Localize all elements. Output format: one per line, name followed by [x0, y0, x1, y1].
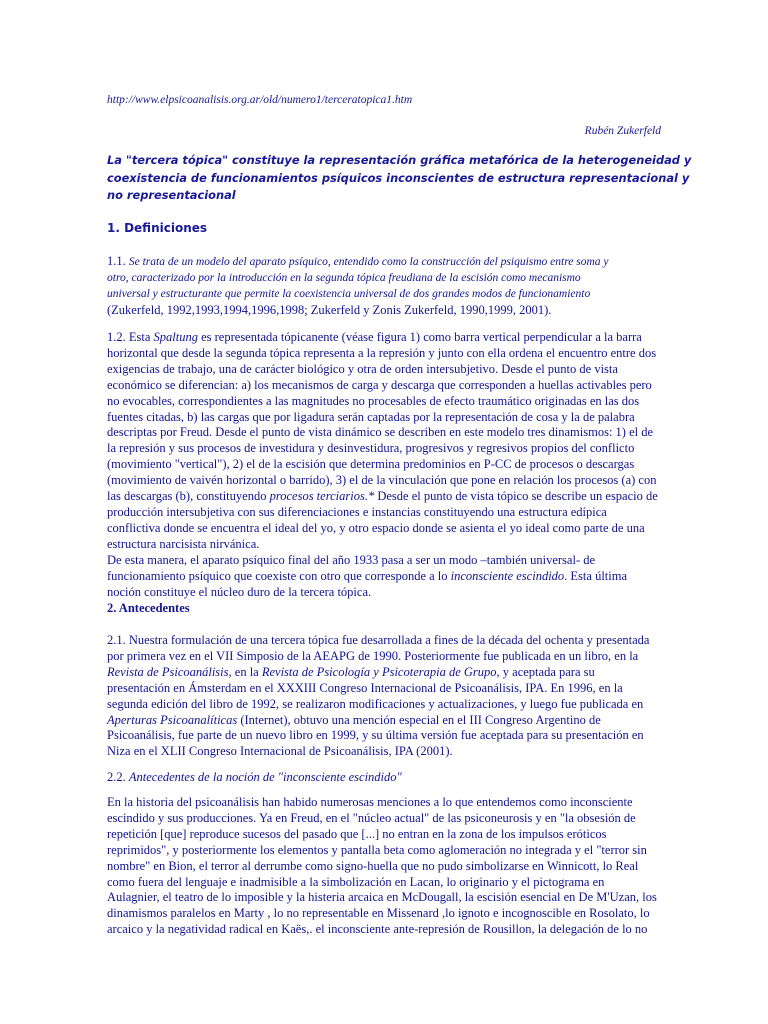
lead-line: coexistencia de funcionamientos psíquicos inconscientes de estructura representacional y — [107, 170, 690, 185]
italic-text: Spaltung — [153, 330, 198, 344]
italic-text: universal y estructurante que permite la coexistencia universal de dos grandes modos de funcionamiento — [107, 287, 591, 300]
text-line: repetición [que] reproduce sucesos del pasado que [...] no entran en la zona de los impulsos eróticos — [107, 826, 607, 841]
text-line: reprimidos", y posteriormente los elementos y pantalla beta como aglomeración no integrada y el "terror sin — [107, 842, 647, 857]
text-line: (movimiento de vaivén horizontal o barrido), 3) el de la vinculación que pone en relación los procesos (a) con — [107, 473, 657, 488]
text-line: noción constituye el núcleo duro de la tercera tópica. — [107, 584, 372, 599]
text-line: De esta manera, el aparato psíquico final del año 1933 pasa a ser un modo –también universal- de — [107, 552, 596, 567]
section-2-heading: 2. Antecedentes — [107, 601, 190, 615]
text-line: conflictiva donde se encuentra el ideal del yo, y otro espacio donde se asienta el yo ideal como parte de una — [107, 520, 645, 535]
text-line: las descargas (b), constituyendo procesos terciarios.* Desde el punto de vista tópico se describe un espacio de — [107, 489, 658, 504]
citation: (Zukerfeld, 1992,1993,1994,1996,1998; Zukerfeld y Zonis Zukerfeld, 1990,1999, 2001). — [107, 302, 552, 317]
subsection-number: 2.2. — [107, 770, 126, 784]
text-line: la represión y sus procesos de investidura y desinvestidura, progresivos y regresivos propios del conflicto — [107, 441, 635, 456]
text-line: Aulagnier, el teatro de lo imposible y la histeria arcaica en McDougall, la escisión esencial en De M'Uzan, los — [107, 890, 657, 905]
text-line: como fuera del lenguaje e inadmisible a la simbolización en Lacan, lo originario y el pictograma en — [107, 874, 605, 889]
paragraph-1-2 — [107, 330, 665, 600]
text-line: estructura narcisista nirvánica. — [107, 536, 260, 551]
text-line: 2.1. Nuestra formulación de una tercera tópica fue desarrollada a fines de la década del ochenta y presentada — [107, 633, 650, 647]
text-line: horizontal que desde la segunda tópica representa a la represión y junto con ella ordena el encuentro entre dos — [107, 345, 657, 360]
italic-text: Aperturas Psicoanalíticas — [107, 712, 238, 727]
italic-text: otro, caracterizado por la introducción en la segunda tópica freudiana de la escisión como mecanismo — [107, 271, 581, 284]
text-line: En la historia del psicoanálisis han habido numerosas menciones a lo que entendemos como inconsciente — [107, 795, 633, 809]
text-line: Psicoanálisis, fue parte de un nuevo libro en 1999, y su última versión fue aceptada para su presentación en — [107, 728, 644, 743]
text-line: funcionamiento psíquico que coexiste con otro que corresponde a lo inconsciente escindido. Esta última — [107, 568, 628, 583]
italic-text: procesos terciarios.* — [269, 489, 375, 504]
text-line: escindido y sus producciones. Ya en Freud, en el "núcleo actual" de las psiconeurosis y en "la obsesión de — [107, 810, 636, 825]
text-line: dinamismos paralelos en Marty , lo no representable en Missenard ,lo ignoto e incognoscible en Rosolato, lo — [107, 906, 650, 921]
text-line: descriptas por Freud. Desde el punto de vista dinámico se describen en este modelo tres dinamismos: 1) el de — [107, 425, 654, 440]
text-line: no evocables, correspondientes a las magnitudes no procesables de efecto traumático originadas en las dos — [107, 393, 640, 408]
italic-text: inconsciente escindido — [450, 568, 565, 583]
author-name: Rubén Zukerfeld — [584, 125, 661, 137]
text-line: fuentes citadas, b) las cargas que por ligadura serán captadas por la representación de cosa y la de palabra — [107, 409, 635, 424]
text-line: segunda edición del libro de 1992, se realizaron modificaciones y actualizaciones, y luego fue publicada en — [107, 696, 644, 711]
italic-text: Se trata de un modelo del aparato psíquico, entendido como la construcción del psiquismo entre soma y — [128, 256, 609, 268]
text-line: Revista de Psicoanálisis, en la Revista de Psicología y Psicoterapia de Grupo, y aceptada para su — [107, 664, 595, 679]
text-line: (movimiento "vertical"), 2) el de la escisión que determina predominios en P-CC de procesos o descargas — [107, 457, 635, 472]
text-line: 1.2. Esta Spaltung es representada tópicanente (véase figura 1) como barra vertical perpendicular a la barra — [107, 330, 642, 344]
paragraph-1-1 — [107, 254, 665, 319]
lead-line: no representacional — [107, 188, 236, 202]
text-line: presentación en Ámsterdam en el XXXIII Congreso Internacional de Psicoanálisis, IPA. En 1996, en la — [107, 680, 623, 695]
section-1-heading: 1. Definiciones — [107, 221, 208, 235]
subsection-title: Antecedentes de la noción de "inconsciente escindido" — [128, 770, 402, 784]
lead-statement — [107, 152, 692, 205]
text-line: por primera vez en el VII Simposio de la AEAPG de 1990. Posteriormente fue publicada en un libro, en la — [107, 648, 639, 663]
text-line: arcaico y la negatividad radical en Kaës,. el inconsciente ante-represión de Rousillon, la delegación de lo no — [107, 922, 648, 937]
lead-line: La "tercera tópica" constituye la representación gráfica metafórica de la heterogeneidad y — [107, 153, 692, 167]
italic-text: Revista de Psicología y Psicoterapia de Grupo, — [261, 664, 500, 679]
text-line: económico se diferencian: a) los mecanismos de carga y descarga que corresponden a huellas activables pero — [107, 377, 652, 392]
text-line: exigencias de trabajo, una de carácter biológico y otra de orden intersubjetivo. Desde el punto de vista — [107, 361, 618, 376]
text-line: Aperturas Psicoanalíticas (Internet), obtuvo una mención especial en el III Congreso Argentino de — [107, 712, 601, 727]
italic-text: Revista de Psicoanálisis — [107, 664, 229, 679]
source-url[interactable]: http://www.elpsicoanalisis.org.ar/old/numero1/terceratopica1.htm — [107, 94, 413, 106]
paragraph-2-1 — [107, 633, 665, 760]
text-line: producción intersubjetiva con sus diferenciaciones e instancias constituyendo una estructura edípica — [107, 504, 607, 519]
text-line: Niza en el XLII Congreso Internacional de Psicoanálisis, IPA (2001). — [107, 744, 453, 759]
paragraph-2-2 — [107, 795, 665, 938]
text-line: nombre" en Bion, el terror al derrumbe como signo-huella que no pudo simbolizarse en Winnicott, lo Real — [107, 858, 639, 873]
subsection-2-2-heading — [107, 770, 402, 785]
paragraph-number: 1.1. — [107, 254, 126, 268]
